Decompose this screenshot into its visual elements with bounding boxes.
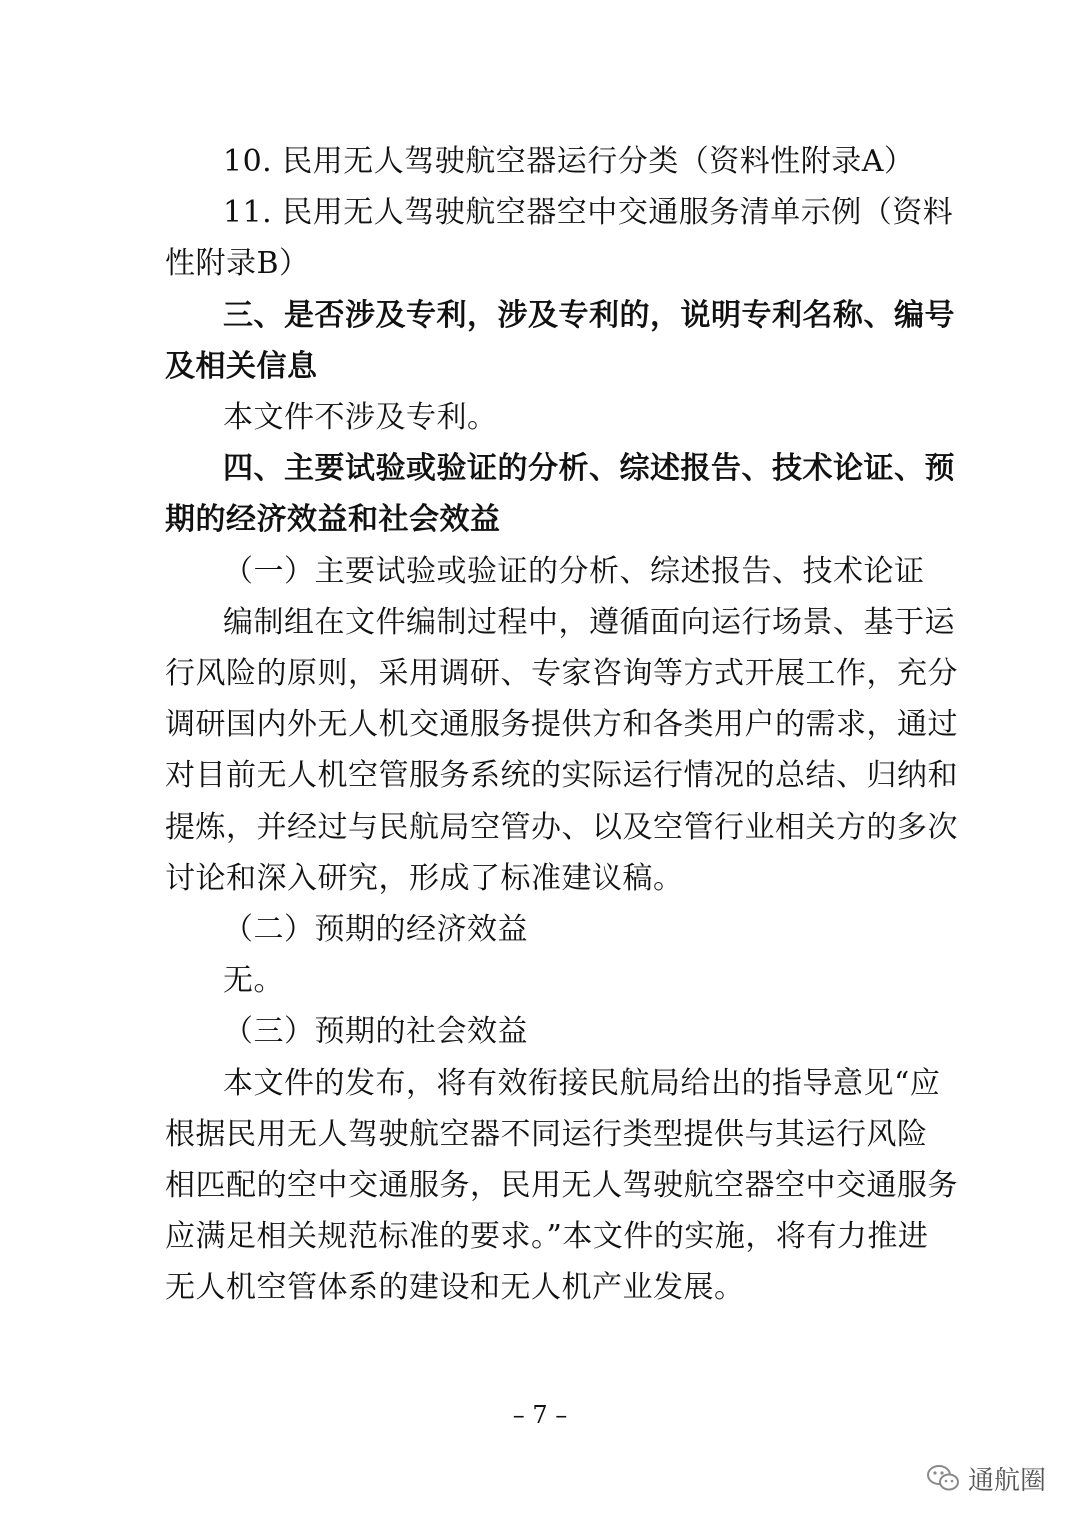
paragraph-line: 讨论和深入研究，形成了标准建议稿。 bbox=[165, 860, 684, 896]
paragraph-line: 无人机空管体系的建设和无人机产业发展。 bbox=[165, 1270, 745, 1306]
section-heading-3-continued: 及相关信息 bbox=[165, 348, 318, 384]
subsection-heading-3: （三）预期的社会效益 bbox=[223, 1014, 528, 1050]
paragraph: 无。 bbox=[223, 963, 284, 999]
paragraph-line: 提炼，并经过与民航局空管办、以及空管行业相关方的多次 bbox=[165, 809, 958, 845]
list-item-11-continued: 性附录B） bbox=[165, 246, 310, 282]
paragraph: 本文件不涉及专利。 bbox=[223, 400, 498, 436]
paragraph-line: 编制组在文件编制过程中，遵循面向运行场景、基于运 bbox=[223, 604, 955, 640]
paragraph-line: 本文件的发布，将有效衔接民航局给出的指导意见“应 bbox=[223, 1065, 941, 1101]
document-body bbox=[165, 136, 958, 1314]
paragraph-line: 相匹配的空中交通服务，民用无人驾驶航空器空中交通服务 bbox=[165, 1168, 958, 1204]
page-number: – 7 – bbox=[512, 1401, 568, 1429]
subsection-heading-2: （二）预期的经济效益 bbox=[223, 912, 528, 948]
section-heading-4: 四、主要试验或验证的分析、综述报告、技术论证、预 bbox=[223, 451, 955, 487]
wechat-icon bbox=[926, 1464, 960, 1492]
section-heading-3: 三、是否涉及专利，涉及专利的，说明专利名称、编号 bbox=[223, 297, 955, 333]
paragraph-line: 根据民用无人驾驶航空器不同运行类型提供与其运行风险 bbox=[165, 1116, 928, 1152]
subsection-heading-1: （一）主要试验或验证的分析、综述报告、技术论证 bbox=[223, 553, 925, 589]
list-item-10: 10. 民用无人驾驶航空器运行分类（资料性附录A） bbox=[223, 144, 915, 179]
list-item-11: 11. 民用无人驾驶航空器空中交通服务清单示例（资料 bbox=[223, 195, 954, 231]
paragraph-line: 调研国内外无人机交通服务提供方和各类用户的需求，通过 bbox=[165, 707, 958, 743]
paragraph-line: 应满足相关规范标准的要求。”本文件的实施，将有力推进 bbox=[165, 1219, 929, 1255]
paragraph-line: 行风险的原则，采用调研、专家咨询等方式开展工作，充分 bbox=[165, 656, 958, 692]
section-heading-4-continued: 期的经济效益和社会效益 bbox=[165, 502, 501, 538]
watermark bbox=[926, 1458, 1046, 1498]
watermark-text: 通航圈 bbox=[968, 1465, 1047, 1496]
paragraph-line: 对目前无人机空管服务系统的实际运行情况的总结、归纳和 bbox=[165, 758, 958, 794]
